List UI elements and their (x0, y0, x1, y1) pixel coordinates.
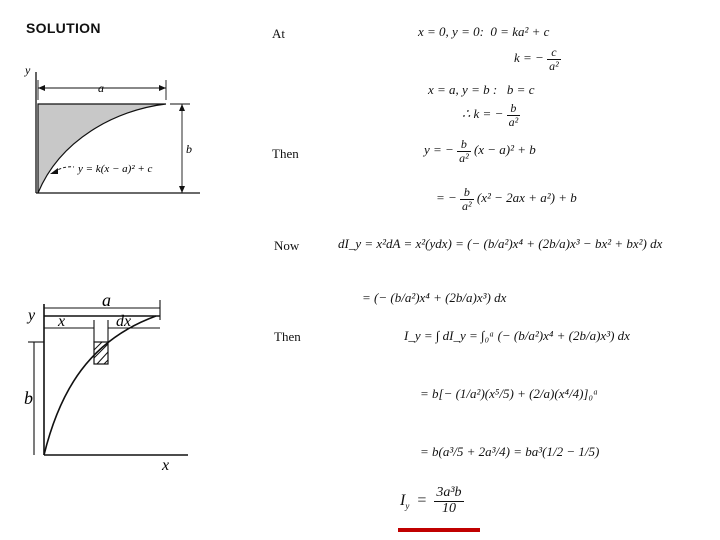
fig2-x-dim-label: x (58, 313, 66, 330)
eq3-rhs: b = c (506, 82, 535, 97)
eq1-condition: x = 0, y = 0: (418, 24, 484, 39)
eq6-rhs: (x² − 2ax + a²) + b (476, 190, 577, 206)
fig1-y-axis-label: y (25, 63, 31, 77)
label-then-2: Then (274, 329, 301, 344)
result-lhs: I (400, 491, 406, 509)
eq10-body: = b[− (1/a²)(x⁵/5) + (2/a)(x⁴/4)]₀ᵃ (420, 386, 599, 401)
eq-evaluated (420, 386, 598, 402)
eq-curve-expanded (436, 186, 577, 212)
eq2-fraction: $\frac{c}{\text{a²}}$ (549, 45, 559, 73)
eq1-rhs: 0 = ka² + c (490, 24, 550, 39)
eq7-body: (− (b/a²)x⁴ + (2b/a)x³ − bx² + bx²) dx (467, 236, 663, 251)
eq5-rhs: (x − a)² + b (473, 142, 536, 158)
eq2-lhs: k = − (514, 50, 544, 66)
label-at: At (272, 26, 285, 41)
eq5-fraction: $\frac{b}{\text{a²}}$ (459, 137, 469, 165)
eq-condition-a-b (428, 82, 534, 98)
eq6-fraction: $\frac{b}{\text{a²}}$ (462, 185, 472, 213)
fig2-dx-label: dx (116, 313, 132, 330)
eq11-body: = b(a³/5 + 2a³/4) = ba³(1/2 − 1/5) (420, 444, 600, 459)
eq3-condition: x = a, y = b : (428, 82, 498, 97)
result-subscript: y (405, 501, 410, 512)
eq-integral (404, 328, 630, 344)
eq4-lhs: ∴ k = − (462, 106, 504, 122)
fig1-a-label: a (98, 81, 104, 95)
eq8-body: = (− (b/a²)x⁴ + (2b/a)x³) dx (362, 290, 507, 305)
eq7-lhs: dI_y = x²dA = x²(ydx) = (338, 236, 468, 251)
fig1-curve-label: y = k(x − a)² + c (78, 163, 153, 175)
label-now: Now (274, 238, 300, 253)
eq-differential-moment (338, 236, 662, 252)
eq6-lhs: = − (436, 190, 457, 206)
eq-k-result (462, 102, 520, 128)
figure-1-diagram (20, 60, 210, 200)
eq9-body: (− (b/a²)x⁴ + (2b/a)x³) dx (497, 328, 630, 343)
result-fraction: $\frac{\text{3a³b}}{10}$ (436, 485, 462, 516)
result-equals: = (417, 491, 427, 509)
fig2-a-label: a (102, 290, 111, 310)
eq4-fraction: $\frac{b}{\text{a²}}$ (508, 101, 519, 129)
eq-condition-origin (418, 24, 549, 40)
eq-simplified (420, 444, 599, 460)
fig1-b-label: b (186, 142, 192, 156)
fig2-x-axis-label: x (162, 457, 170, 474)
eq-k-from-c (514, 46, 561, 72)
fig2-y-axis-label: y (28, 307, 36, 324)
eq-differential-simplified (362, 290, 506, 306)
shaded-area (38, 104, 166, 193)
solution-heading: SOLUTION (26, 20, 101, 36)
fig2-b-label: b (24, 388, 33, 408)
final-result (400, 486, 464, 516)
result-underline (398, 528, 480, 532)
eq9-lhs: I_y = ∫ dI_y = ∫₀ᵃ (404, 328, 495, 343)
eq5-lhs: y = − (424, 142, 454, 158)
eq-curve (424, 138, 536, 164)
figure-2-diagram (20, 290, 210, 480)
label-then-1: Then (272, 146, 299, 161)
